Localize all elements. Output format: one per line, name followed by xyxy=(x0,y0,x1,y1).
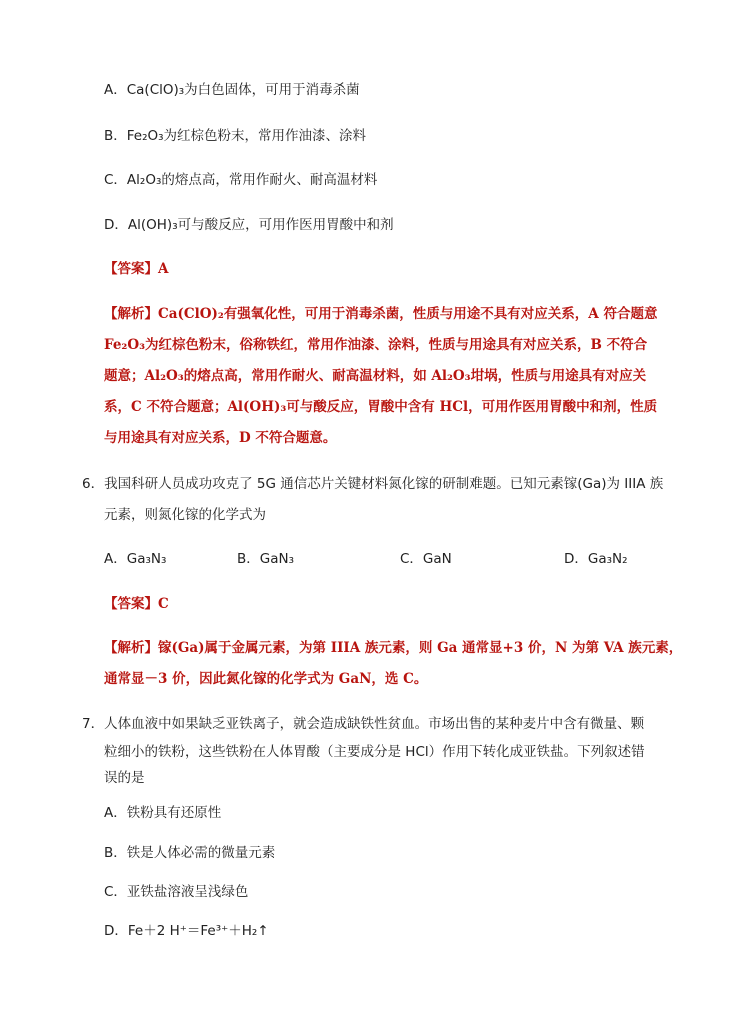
q7-option-b: B．铁是人体必需的微量元素 xyxy=(104,845,276,861)
q6-option-d: D．Ga₃N₂ xyxy=(564,551,628,567)
q7-option-c: C．亚铁盐溶液呈浅绿色 xyxy=(104,884,249,900)
q5-explanation-line-2: Fe₂O₃为红棕色粉末，俗称铁红，常用作油漆、涂料，性质与用途具有对应关系，B 不符合 xyxy=(104,337,648,353)
q6-option-c: C．GaN xyxy=(400,551,452,567)
q7-option-d: D．Fe＋2 H⁺＝Fe³⁺＋H₂↑ xyxy=(104,923,269,939)
q7-stem-line-1: 7．人体血液中如果缺乏亚铁离子，就会造成缺铁性贫血。市场出售的某种麦片中含有微量、颗 xyxy=(82,716,645,732)
q6-answer: 【答案】C xyxy=(104,596,169,612)
q6-option-b: B．GaN₃ xyxy=(237,551,295,567)
q7-stem-line-2: 粒细小的铁粉，这些铁粉在人体胃酸（主要成分是 HCl）作用下转化成亚铁盐。下列叙述错 xyxy=(104,744,645,760)
q5-option-b: B．Fe₂O₃为红棕色粉末，常用作油漆、涂料 xyxy=(104,128,367,144)
q5-option-a: A．Ca(ClO)₃为白色固体，可用于消毒杀菌 xyxy=(104,82,360,98)
q6-explanation-line-1: 【解析】镓(Ga)属于金属元素，为第 IIIA 族元素，则 Ga 通常显+3 价，N 为第 VA 族元素， xyxy=(104,640,683,656)
q5-option-d: D．Al(OH)₃可与酸反应，可用作医用胃酸中和剂 xyxy=(104,217,394,233)
q6-option-a: A．Ga₃N₃ xyxy=(104,551,167,567)
q6-stem-line-2: 元素，则氮化镓的化学式为 xyxy=(104,507,266,523)
q5-answer: 【答案】A xyxy=(104,261,169,277)
q6-stem-line-1: 6．我国科研人员成功攻克了 5G 通信芯片关键材料氮化镓的研制难题。已知元素镓(Ga)为 IIIA 族 xyxy=(82,476,664,492)
q5-explanation-line-3: 题意；Al₂O₃的熔点高，常用作耐火、耐高温材料，如 Al₂O₃坩埚，性质与用途具有对应关 xyxy=(104,368,647,384)
q7-stem-line-3: 误的是 xyxy=(104,770,145,786)
q7-option-a: A．铁粉具有还原性 xyxy=(104,805,222,821)
q5-explanation-line-5: 与用途具有对应关系，D 不符合题意。 xyxy=(104,430,337,446)
q5-option-c: C．Al₂O₃的熔点高，常用作耐火、耐高温材料 xyxy=(104,172,378,188)
q6-explanation-line-2: 通常显－3 价，因此氮化镓的化学式为 GaN，选 C。 xyxy=(104,671,428,687)
q5-explanation-line-1: 【解析】Ca(ClO)₂有强氧化性，可用于消毒杀菌，性质与用途不具有对应关系，A 符合题意 xyxy=(104,306,658,322)
q5-explanation-line-4: 系，C 不符合题意；Al(OH)₃可与酸反应，胃酸中含有 HCl，可用作医用胃酸中和剂，性质 xyxy=(104,399,658,415)
